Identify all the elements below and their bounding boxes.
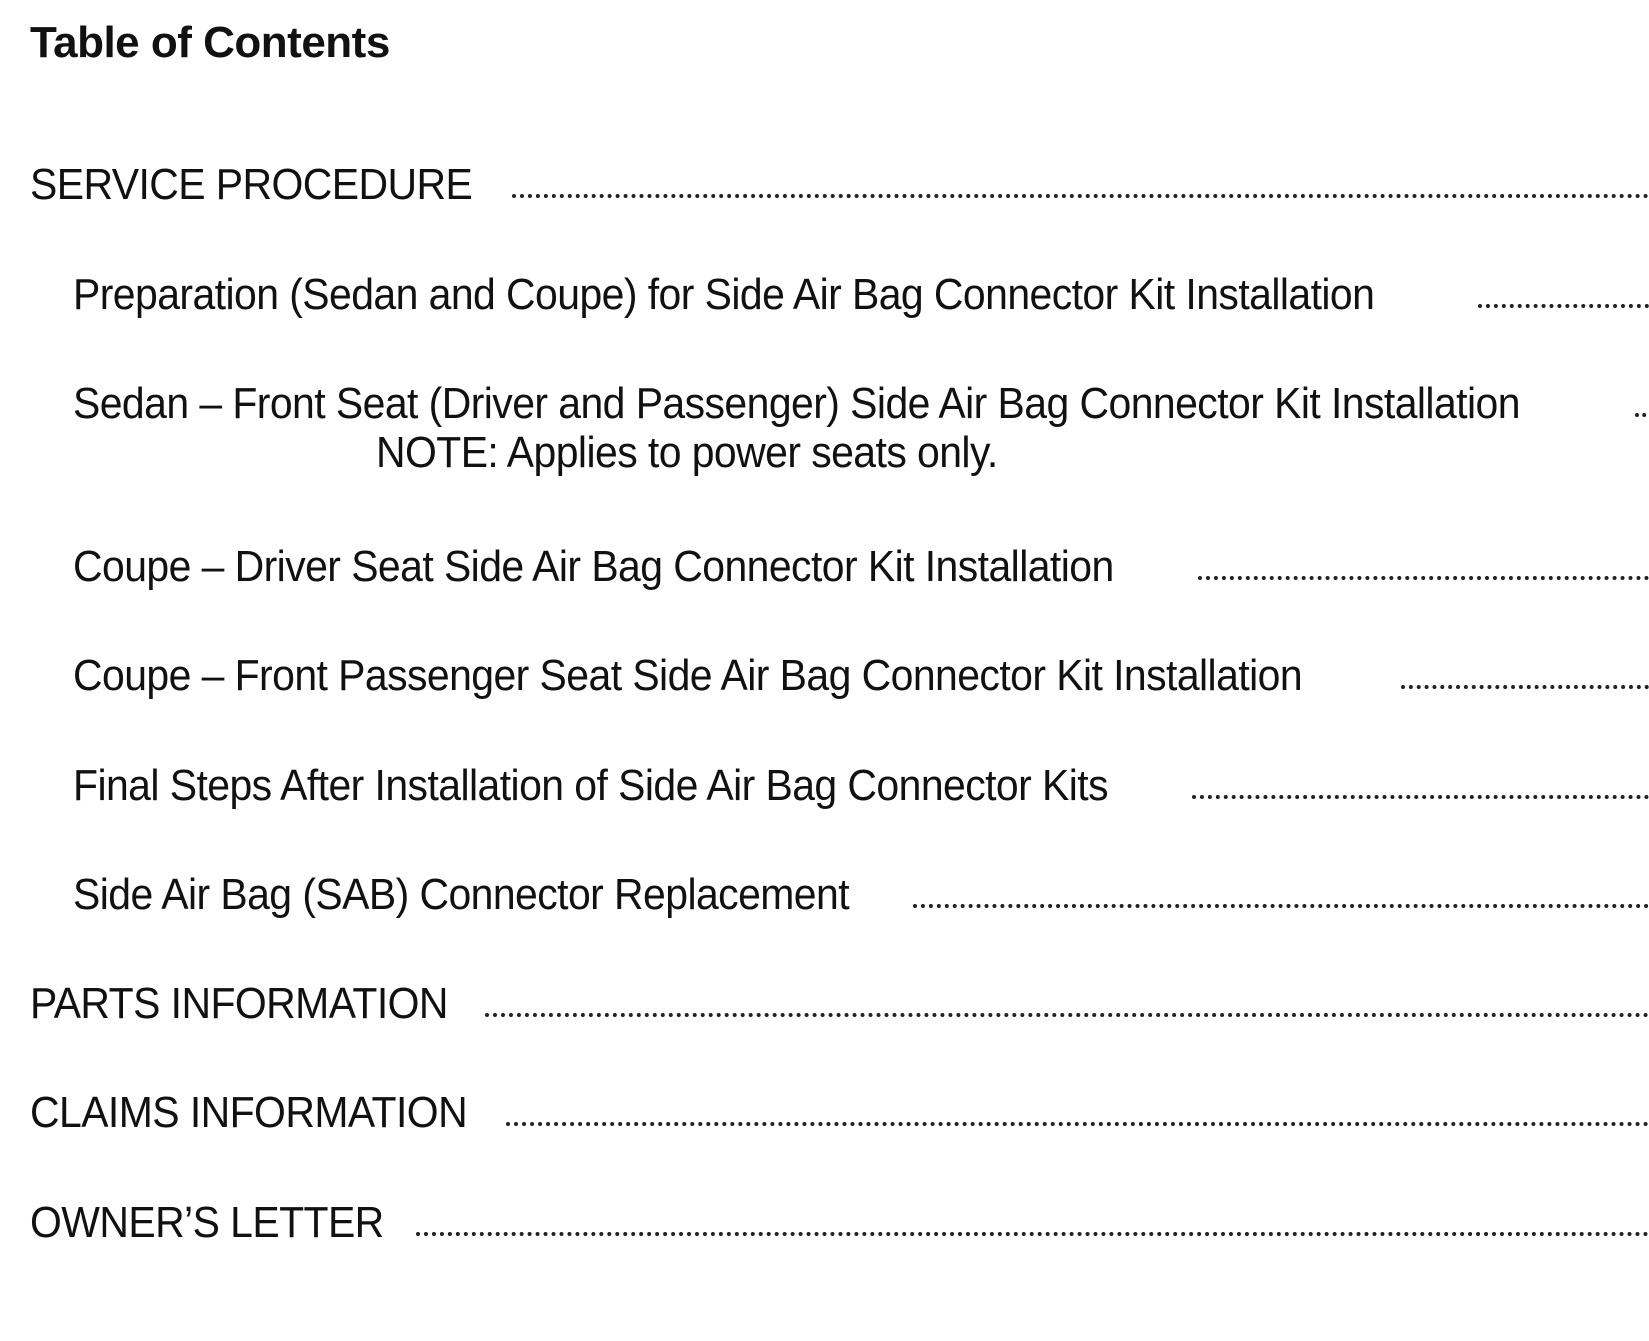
dot-leader bbox=[1401, 685, 1649, 689]
toc-entry-claims-information bbox=[30, 1078, 1649, 1138]
dot-leader bbox=[1198, 576, 1649, 580]
toc-entry-label: Side Air Bag (SAB) Connector Replacement bbox=[73, 870, 850, 919]
dot-leader bbox=[1478, 304, 1649, 308]
toc-entry-sab-connector-replacement bbox=[73, 860, 1649, 920]
toc-entry-label: Coupe – Front Passenger Seat Side Air Bag Connector Kit Installation bbox=[73, 651, 1303, 700]
dot-leader bbox=[1635, 413, 1649, 417]
toc-entry-preparation bbox=[73, 260, 1649, 320]
toc-entry-service-procedure bbox=[30, 150, 1649, 210]
toc-entry-sedan-front-seat bbox=[73, 369, 1649, 429]
toc-entry-final-steps bbox=[73, 751, 1649, 811]
toc-entry-parts-information bbox=[30, 969, 1649, 1029]
toc-entry-label: Preparation (Sedan and Coupe) for Side Air Bag Connector Kit Installation bbox=[73, 270, 1375, 319]
toc-entry-label: OWNER’S LETTER bbox=[30, 1198, 384, 1247]
toc-entry-coupe-passenger-seat bbox=[73, 641, 1649, 701]
toc-entry-label: Coupe – Driver Seat Side Air Bag Connector Kit Installation bbox=[73, 542, 1114, 591]
toc-entry-coupe-driver-seat bbox=[73, 532, 1649, 592]
toc-entry-owners-letter bbox=[30, 1188, 1649, 1248]
toc-entry-label: Final Steps After Installation of Side Air Bag Connector Kits bbox=[73, 761, 1109, 810]
dot-leader bbox=[913, 904, 1649, 908]
dot-leader bbox=[485, 1013, 1649, 1017]
toc-entry-label: PARTS INFORMATION bbox=[30, 979, 448, 1028]
toc-entry-label: SERVICE PROCEDURE bbox=[30, 160, 473, 209]
dot-leader bbox=[512, 194, 1649, 198]
toc-entry-note: NOTE: Applies to power seats only. bbox=[376, 428, 998, 477]
toc-title: Table of Contents bbox=[30, 18, 390, 67]
dot-leader bbox=[1192, 795, 1649, 799]
toc-entry-label: Sedan – Front Seat (Driver and Passenger) Side Air Bag Connector Kit Installation bbox=[73, 379, 1520, 428]
toc-entry-label: CLAIMS INFORMATION bbox=[30, 1088, 468, 1137]
dot-leader bbox=[416, 1232, 1649, 1236]
dot-leader bbox=[506, 1122, 1649, 1126]
